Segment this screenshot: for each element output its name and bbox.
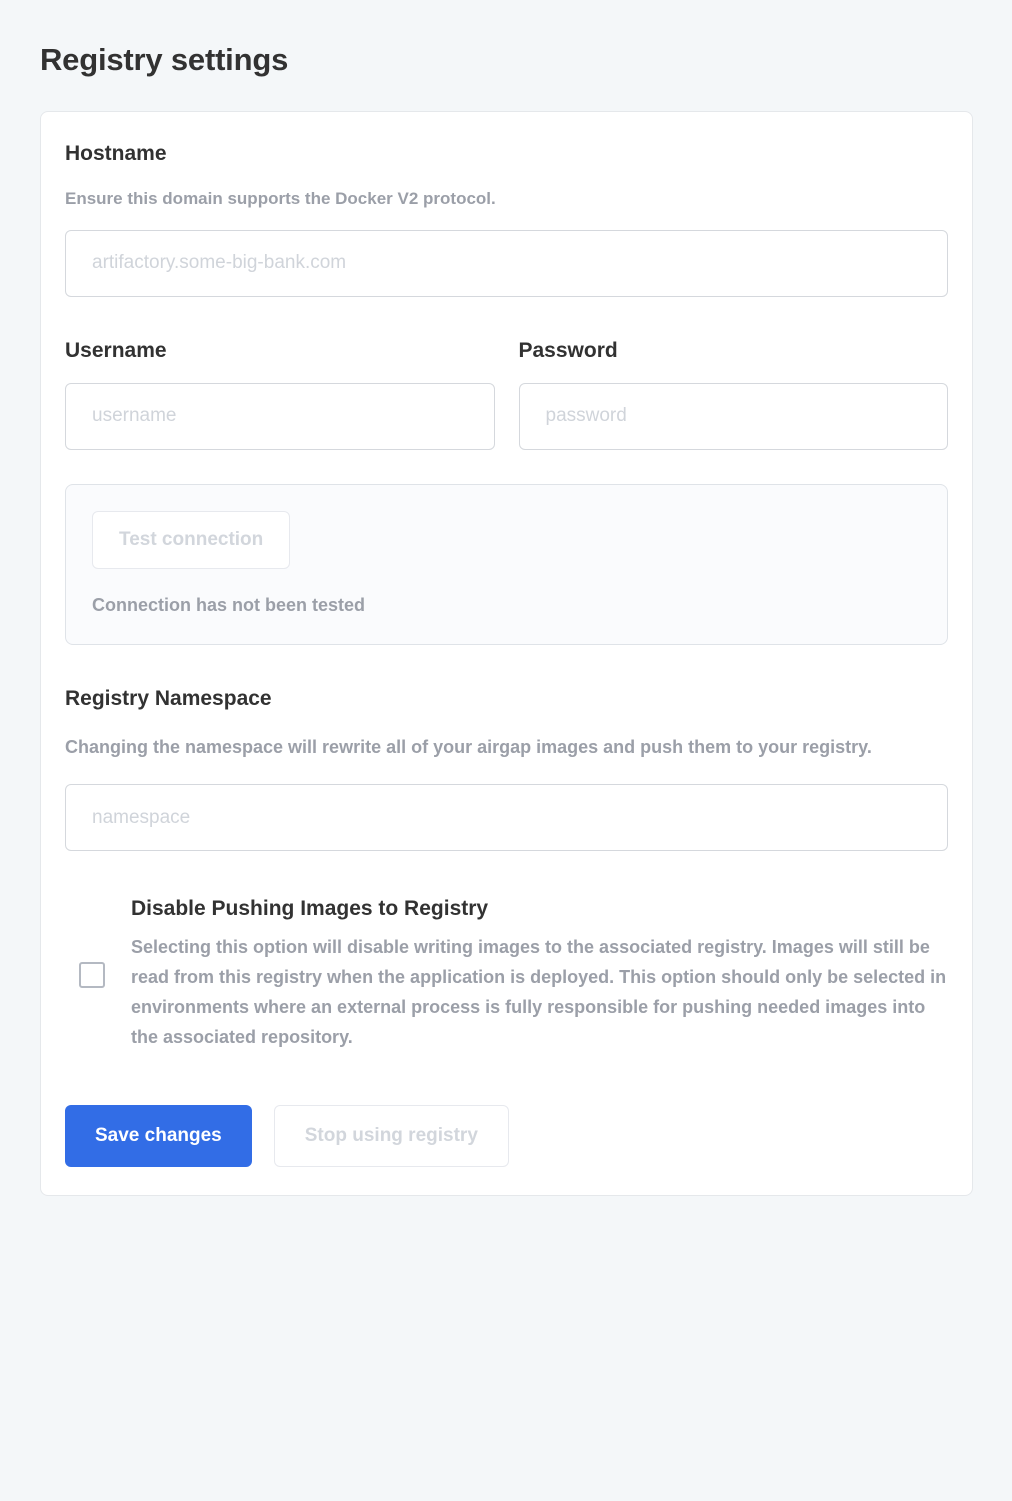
credentials-row xyxy=(65,339,948,450)
registry-settings-card xyxy=(40,111,973,1196)
stop-using-registry-button[interactable]: Stop using registry xyxy=(274,1105,509,1167)
password-section xyxy=(519,339,949,450)
page-title: Registry settings xyxy=(40,42,289,77)
namespace-description: Changing the namespace will rewrite all of your airgap images and push them to your registry. xyxy=(65,736,872,757)
username-input[interactable] xyxy=(65,383,495,450)
hostname-label: Hostname xyxy=(65,142,167,165)
test-connection-panel xyxy=(65,484,948,645)
username-section xyxy=(65,339,495,450)
namespace-input-wrapper xyxy=(65,784,948,851)
test-connection-button[interactable]: Test connection xyxy=(92,511,290,569)
password-input[interactable] xyxy=(519,383,949,450)
namespace-section xyxy=(65,687,948,852)
namespace-input[interactable] xyxy=(65,784,948,851)
hostname-input[interactable] xyxy=(65,230,948,297)
hostname-input-wrapper xyxy=(65,230,948,297)
username-label: Username xyxy=(65,338,167,362)
hostname-helper-text: Ensure this domain supports the Docker V2 protocol. xyxy=(65,189,496,208)
actions-row xyxy=(65,1105,948,1167)
disable-push-row xyxy=(65,897,948,1053)
save-changes-button[interactable]: Save changes xyxy=(65,1105,252,1167)
disable-push-content xyxy=(131,897,948,1053)
disable-push-checkbox[interactable] xyxy=(79,962,105,988)
disable-push-description: Selecting this option will disable writing images to the associated registry. Images will still be read from this registry when the application is deployed. This option should only be selected in environments where an external process is fully responsible for pushing needed images into the associated repository. xyxy=(131,937,947,1047)
password-label: Password xyxy=(518,338,618,362)
test-connection-status: Connection has not been tested xyxy=(92,594,366,615)
disable-push-title: Disable Pushing Images to Registry xyxy=(131,897,489,921)
hostname-section xyxy=(65,142,948,297)
namespace-label: Registry Namespace xyxy=(65,686,272,710)
